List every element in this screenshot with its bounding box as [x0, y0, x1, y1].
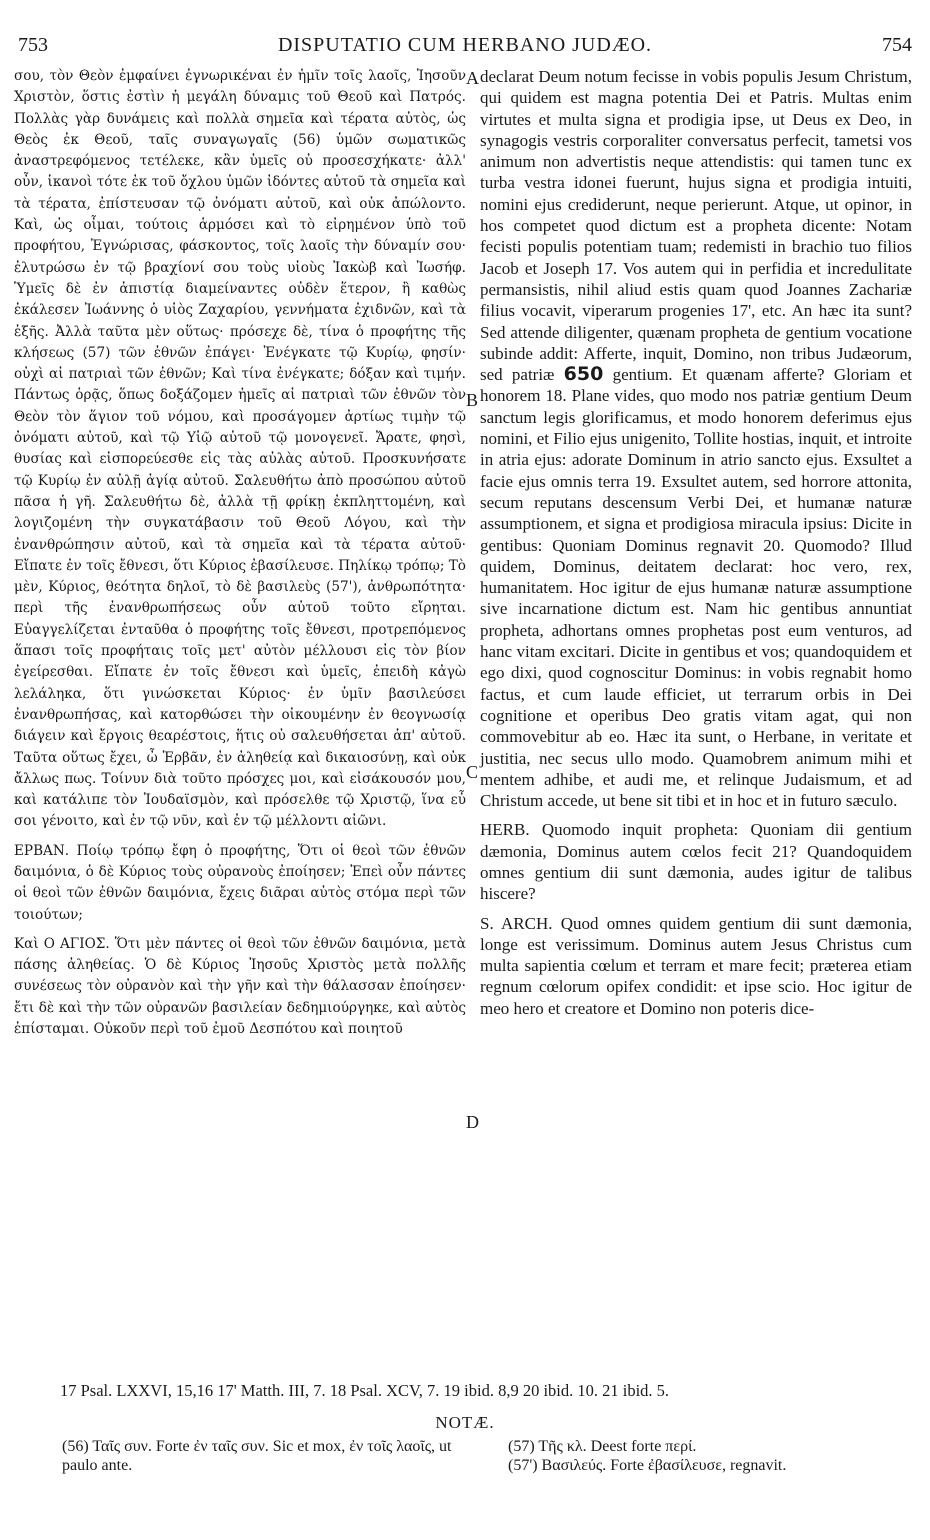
notae-title: NOTÆ.	[435, 1413, 495, 1432]
running-title: DISPUTATIO CUM HERBANO JUDÆO.	[277, 34, 653, 56]
page-number-right: 754	[882, 34, 912, 56]
section-marker-b: B	[466, 390, 479, 410]
latin-paragraph-1a: declarat Deum notum fecisse in vobis populis Jesum Christum, qui quidem est magna potentia Dei et Patris. Multas enim virtutes et multa signa et prodigia ipse, ut Deus ex Deo, in synagogis vestris corporaliter conversatus perfecit, tametsi vos animum non advertistis neque attendistis: qui tamen tunc ex turba vestra idonei fuerunt, hujus signa et prodigia intuiti, nomini ejus crediderunt, neque perierunt. Atque, ut opinor, in hos competet quod dictum est a propheta dicente: Notam fecisti populis potentiam tuam; redemisti in brachio tuo filios Jacob et Joseph 17. Vos autem qui in perfidia et incredulitate permansistis, nihil aliud estis quam quod Joannes Zachariæ filius vocavit, viperarum progenies 17', etc. An hæc ita sunt? Sed attende diligenter, quænam propheta de gentium vocatione subinde addit: Afferte, inquit, Domino, non tribus Judæorum, sed patriæ	[480, 67, 912, 385]
footnotes: 17 Psal. LXXVI, 15,16 17' Matth. III, 7. 18 Psal. XCV, 7. 19 ibid. 8,9 20 ibid. 10. 21 ibid. 5.	[60, 1381, 670, 1400]
section-marker-a: A	[466, 68, 479, 88]
page-number-left: 753	[18, 34, 48, 56]
latin-paragraph-1b: gentium. Et quænam afferte? Gloriam et honorem 18. Plane vides, quo modo nos patriæ gentium Deum sanctum legis glorificamus, et modo honorem deferimus ejus nomini, et Filio ejus unigenito, Tollite hostias, inquit, et introite in atria ejus: adorate Dominum in atrio sancto ejus. Exsultet a facie ejus omnis terra 19. Exsultet autem, sed horrore attonita, secum reputans descensum Verbi Dei, et humanæ naturæ assumptionem, et signa et prodigiosa miracula ipsius: Dicite in gentibus: Quoniam Dominus regnavit 20. Quomodo? Illud quidem, Dominus, deitatem declarat: hoc vero, rex, humanitatem. Hoc igitur de ejus humanæ naturæ assumptione sive incarnatione dictum est. Nam hic gentibus annuntiat propheta, adhortans omnes prophetas post eum venturos, ad hanc vitam excitari. Dicite in gentibus et vos; quandoquidem et ego dixi, quod cognoscitur Dominus: in vobis regnabit homo factus, et cum laude efficiet, ut terrarum orbis in Dei cognitione et operibus Deo gratis vitam agat, qui non commovebitur ab eo. Hæc ita sunt, o Herbane, in veritate et justitia, nec secus ullo modo. Quamobrem animum mihi et mentem adhibe, et audi me, et relinque Judaismum, et ad Christum accede, ut bene sit tibi et in hoc et in futuro sæculo.	[480, 365, 913, 811]
note-57b: (57') Βασιλεύς. Forte ἐβασίλευσε, regnavit.	[508, 1457, 787, 1474]
latin-paragraph-3: S. ARCH. Quod omnes quidem gentium dii sunt dæmonia, longe est verissimum. Dominus autem Jesus Christus cum multa sapientia cœlum et terram et mare fecit; præterea etiam regnum cœlorum opifex condidit: et ipse scio. Hoc igitur de meo hero et creatore et Domino non poteris dice-	[480, 913, 912, 1018]
notae-left	[62, 1437, 462, 1475]
greek-column	[14, 66, 466, 1040]
page-header	[18, 34, 912, 58]
latin-paragraph-1	[480, 66, 912, 811]
greek-paragraph-1: σου, τὸν Θεὸν ἐμφαίνει ἐγνωρικέναι ἐν ἡμῖν τοῖς λαοῖς, Ἰησοῦν Χριστὸν, ὅστις ἐστὶν ἡ μεγάλη δύναμις τοῦ Θεοῦ καὶ Πατρός. Πολλὰς γὰρ δυνάμεις καὶ πολλὰ σημεῖα καὶ τέρατα αὐτὸς, ὡς Θεὸς ἐκ Θεοῦ, ταῖς συναγωγαῖς (56) ὑμῶν σωματικῶς ἀναστρεφόμενος τετέλεκε, κἂν ὑμεῖς οὐ προσεσχήκατε· ἀλλ' οὖν, ἱκανοὶ τότε ἐκ τοῦ ὄχλου ὑμῶν ἰδόντες αὐτοῦ τὰ σημεῖα καὶ τὰ τέρατα, ἐπίστευσαν τῷ ὀνόματι αὐτοῦ, καὶ οὐκ ἀπώλοντο. Καὶ, ὡς οἶμαι, τούτοις ἁρμόσει καὶ τὸ εἰρημένον ὑπὸ τοῦ προφήτου, Ἐγνώρισας, φάσκοντος, τοῖς λαοῖς τὴν δύναμίν σου· ἐλυτρώσω ἐν τῷ βραχίονί σου τοὺς υἱοὺς Ἰακὼβ καὶ Ἰωσήφ. Ὑμεῖς δὲ ἐν ἀπιστίᾳ διαμείναντες οὐδὲν ἕτερον, ἢ καθὼς ἐκάλεσεν Ἰωάννης ὁ υἱὸς Ζαχαρίου, γεννήματα ἐχιδνῶν, καὶ τὰ ἑξῆς. Ἀλλὰ ταῦτα μὲν οὕτως· πρόσεχε δὲ, τίνα ὁ προφήτης τῆς κλήσεως (57) τῶν ἐθνῶν ἐπάγει· Ἐνέγκατε τῷ Κυρίῳ, φησίν· οὐχὶ αἱ πατριαὶ τῶν ἐθνῶν; Καὶ τίνα ἐνέγκατε; δόξαν καὶ τιμήν. Πάντως ὁρᾷς, ὅπως δοξάζομεν ἡμεῖς αἱ πατριαὶ τῶν ἐθνῶν τὸν Θεὸν τὸν ἅγιον τοῦ νόμου, καὶ προσάγομεν ἀρτίως τιμὴν τῷ ὀνόματι αὐτοῦ, καὶ τῷ Υἱῷ αὐτοῦ τῷ μονογενεῖ. Ἄρατε, φησὶ, θυσίας καὶ εἰσπορεύεσθε εἰς τὰς αὐλὰς αὐτοῦ. Προσκυνήσατε τῷ Κυρίῳ ἐν αὐλῇ ἁγίᾳ αὐτοῦ. Σαλευθήτω ἀπὸ προσώπου αὐτοῦ πᾶσα ἡ γῆ. Σαλευθήτω δὲ, ἀλλὰ τῇ φρίκῃ ἐκπληττομένη, καὶ λογιζομένη τὴν συγκατάβασιν τοῦ Θεοῦ Λόγου, καὶ τὴν ἐνανθρώπησιν αὐτοῦ, καὶ τὰ σημεῖα καὶ τὰ τέρατα αὐτοῦ· Εἴπατε ἐν τοῖς ἔθνεσι, ὅτι Κύριος ἐβασίλευσε. Πηλίκῳ τρόπῳ; Τὸ μὲν, Κύριος, θεότητα δηλοῖ, τὸ δὲ βασιλεὺς (57'), ἀνθρωπότητα· περὶ τῆς ἐνανθρωπήσεως οὖν αὐτοῦ τοῦτο εἴρηται. Εὐαγγελίζεται ἐνταῦθα ὁ προφήτης τοῖς ἔθνεσι, προτρεπόμενος ἅπασι τοῖς προφήταις τοῖς μετ' αὐτὸν μέλλουσι εἰς τὸν βίον ἐγείρεσθαι. Εἴπατε ἐν τοῖς ἔθνεσι καὶ ὑμεῖς, ἐπειδὴ κἀγὼ λελάληκα, ὅτι γινώσκεται Κύριος· ἐν ὑμῖν βασιλεύσει ἐνανθρωπήσας, καὶ κατορθώσει τὴν οἰκουμένην ἐν θεογνωσίᾳ διάγειν καὶ ἔργοις θεαρέστοις, ἥτις οὐ σαλευθήσεται ἀπ' αὐτοῦ. Ταῦτα οὕτως ἔχει, ὦ Ἑρβᾶν, ἐν ἀληθείᾳ καὶ δικαιοσύνῃ, καὶ οὐκ ἄλλως πως. Τοίνυν διὰ τοῦτο πρόσχες μοι, καὶ εἰσάκουσόν μου, καὶ κατάλιπε τὸν Ἰουδαϊσμὸν, καὶ πρόσελθε τῷ Χριστῷ, ἵνα εὖ σοι γένοιτο, καὶ ἐν τῷ νῦν, καὶ ἐν τῷ μέλλοντι αἰῶνι.	[14, 68, 466, 830]
note-56: (56) Ταῖς συν. Forte ἐν ταῖς συν. Sic et mox, ἐν τοῖς λαοῖς, ut paulo ante.	[62, 1438, 452, 1474]
notae-right	[508, 1437, 918, 1475]
greek-paragraph-2: ΕΡΒΑΝ. Ποίῳ τρόπῳ ἔφη ὁ προφήτης, Ὅτι οἱ θεοὶ τῶν ἐθνῶν δαιμόνια, ὁ δὲ Κύριος τοὺς οὐρανοὺς ἐποίησεν; Ἐπεὶ οὖν πάντες οἱ θεοὶ τῶν ἐθνῶν δαιμόνια, ἔχεις διᾶραι αὐτὸς στόμα περὶ τῶν τοιούτων;	[14, 842, 466, 923]
column-number: 650	[563, 363, 604, 386]
latin-column	[480, 66, 912, 1019]
latin-paragraph-2: HERB. Quomodo inquit propheta: Quoniam dii gentium dæmonia, Dominus autem cœlos fecit 21? Quandoquidem omnes gentium dii sunt dæmonia, audes igitur de talibus hiscere?	[480, 820, 912, 904]
section-marker-d: D	[466, 1112, 479, 1132]
greek-paragraph-3: Καὶ Ο ΑΓΙΟΣ. Ὅτι μὲν πάντες οἱ θεοὶ τῶν ἐθνῶν δαιμόνια, μετὰ πάσης ἀληθείας. Ὁ δὲ Κύριος Ἰησοῦς Χριστὸς μετὰ πολλῆς συνέσεως τὸν οὐρανὸν καὶ τὴν γῆν καὶ τὴν θάλασσαν ἐποίησεν· ἔτι δὲ καὶ τὴν τῶν οὐρανῶν βασιλείαν δεδημιούργηκε, καὶ αὐτὸς ἐπίσταμαι. Οὐκοῦν περὶ τοῦ ἐμοῦ Δεσπότου καὶ ποιητοῦ	[14, 935, 466, 1038]
section-marker-c: C	[466, 762, 479, 782]
note-57: (57) Τῆς κλ. Deest forte περί.	[508, 1438, 697, 1455]
